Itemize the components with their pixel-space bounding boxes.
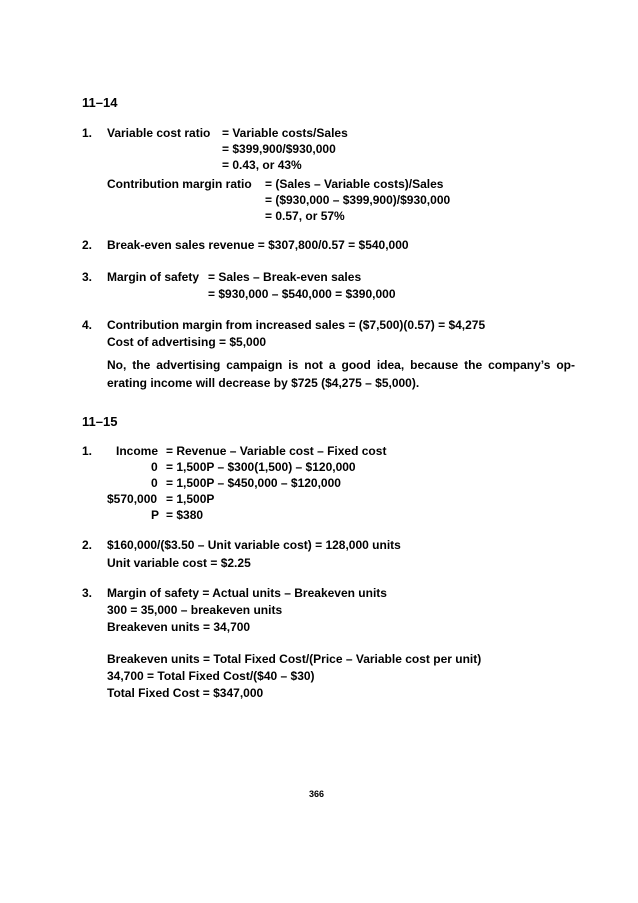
section-heading-11-14: 11–14 <box>82 95 118 110</box>
unit-variable-cost-result: Unit variable cost = $2.25 <box>107 556 251 570</box>
item-number: 2. <box>82 538 93 552</box>
equation-line: = Variable costs/Sales <box>222 126 348 140</box>
breakeven-units-substitution: 34,700 = Total Fixed Cost/($40 – $30) <box>107 669 315 683</box>
margin-of-safety-label: Margin of safety <box>107 270 200 284</box>
item-number: 1. <box>82 444 93 458</box>
cost-of-advertising-line: Cost of advertising = $5,000 <box>107 335 267 349</box>
contribution-margin-ratio-label: Contribution margin ratio <box>107 177 252 191</box>
item-number: 3. <box>82 586 93 600</box>
variable-cost-ratio-label: Variable cost ratio <box>107 126 211 140</box>
break-even-sales-line: Break-even sales revenue = $307,800/0.57 = $540,000 <box>107 238 409 252</box>
equation-line: = (Sales – Variable costs)/Sales <box>265 177 444 191</box>
equation-right: = 1,500P – $300(1,500) – $120,000 <box>166 460 356 474</box>
equation-left: 0 <box>151 476 158 490</box>
equation-left: P <box>151 508 160 522</box>
equation-left: Income <box>116 444 159 458</box>
margin-of-safety-formula: Margin of safety = Actual units – Breakeven units <box>107 586 387 600</box>
section-heading-11-15: 11–15 <box>82 414 118 429</box>
equation-right: = 1,500P <box>166 492 215 506</box>
breakeven-units-result: Breakeven units = 34,700 <box>107 620 251 634</box>
unit-variable-cost-equation: $160,000/($3.50 – Unit variable cost) = 128,000 units <box>107 538 401 552</box>
breakeven-units-formula: Breakeven units = Total Fixed Cost/(Price – Variable cost per unit) <box>107 652 482 666</box>
equation-right: = Revenue – Variable cost – Fixed cost <box>166 444 387 458</box>
conclusion-paragraph: No, the advertising campaign is not a good idea, because the company’s op-erating income will decrease by $725 ($4,275 – $5,000). <box>107 358 575 390</box>
equation-line: = $399,900/$930,000 <box>222 142 336 156</box>
margin-of-safety-substitution: 300 = 35,000 – breakeven units <box>107 603 283 617</box>
page-number: 366 <box>309 789 325 799</box>
equation-line: = $930,000 – $540,000 = $390,000 <box>208 287 396 301</box>
equation-left: 0 <box>151 460 158 474</box>
item-number: 2. <box>82 238 93 252</box>
item-number: 4. <box>82 318 93 332</box>
contribution-margin-increase-line: Contribution margin from increased sales = ($7,500)(0.57) = $4,275 <box>107 318 486 332</box>
equation-left: $570,000 <box>107 492 158 506</box>
equation-right: = $380 <box>166 508 204 522</box>
item-number: 3. <box>82 270 93 284</box>
item-number: 1. <box>82 126 93 140</box>
equation-right: = 1,500P – $450,000 – $120,000 <box>166 476 341 490</box>
equation-line: = Sales – Break-even sales <box>208 270 362 284</box>
equation-line: = ($930,000 – $399,900)/$930,000 <box>265 193 451 207</box>
equation-line: = 0.57, or 57% <box>265 209 345 223</box>
total-fixed-cost-result: Total Fixed Cost = $347,000 <box>107 686 264 700</box>
equation-line: = 0.43, or 43% <box>222 158 302 172</box>
